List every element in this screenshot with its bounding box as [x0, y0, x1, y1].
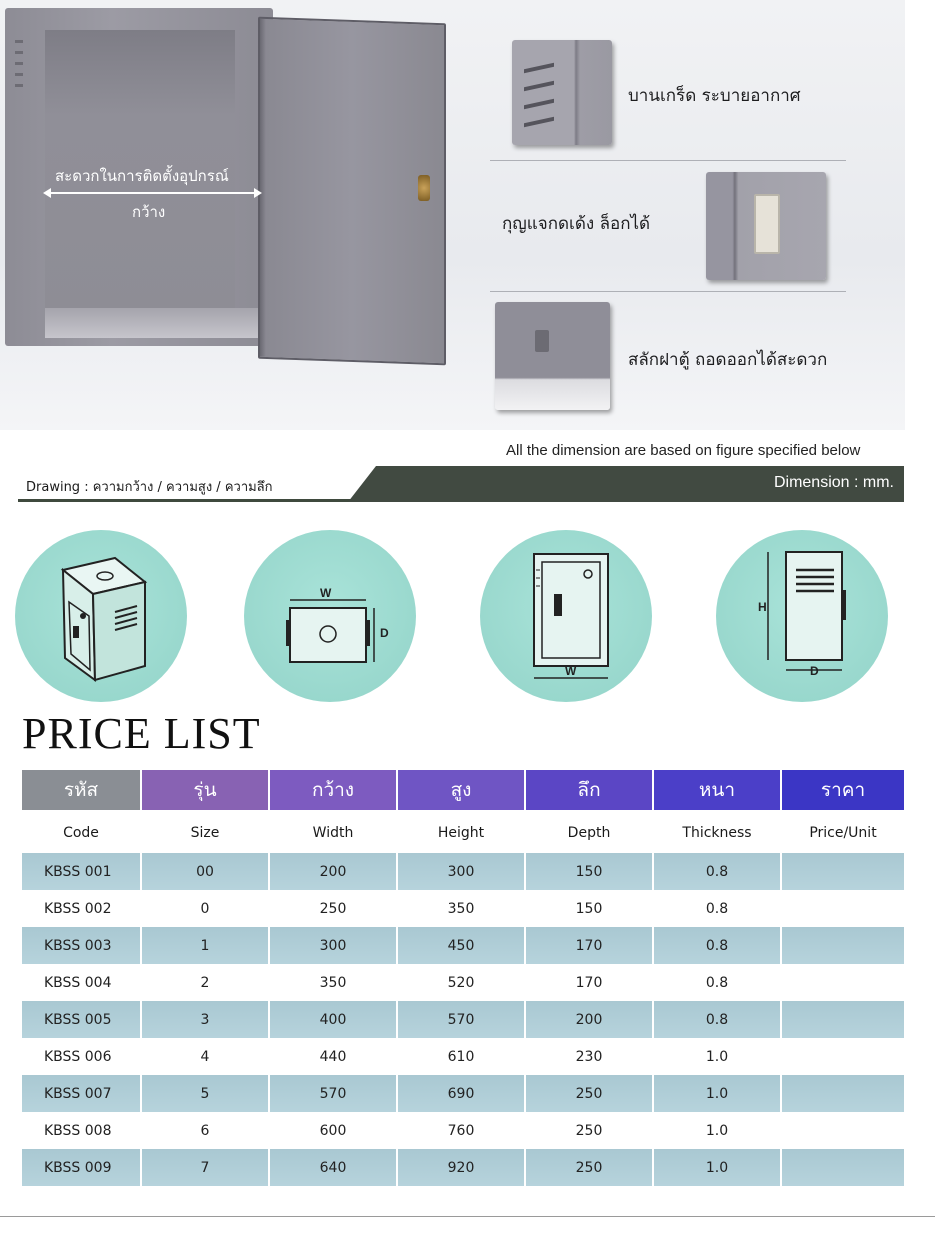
cell-thickness: 0.8	[653, 927, 781, 964]
hero-caption-line1: สะดวกในการติดตั้งอุปกรณ์	[55, 167, 229, 185]
cell-code: KBSS 009	[21, 1149, 141, 1186]
cell-code: KBSS 003	[21, 927, 141, 964]
cell-size: 5	[141, 1075, 269, 1112]
cell-depth: 250	[525, 1149, 653, 1186]
product-photo-area	[0, 0, 905, 430]
cell-thickness: 1.0	[653, 1075, 781, 1112]
door-hinge-photo	[495, 302, 610, 410]
cell-price	[781, 927, 905, 964]
cell-thickness: 0.8	[653, 853, 781, 890]
cell-size: 4	[141, 1038, 269, 1075]
header-depth: Depth	[525, 811, 653, 853]
cell-size: 2	[141, 964, 269, 1001]
width-label: W	[320, 586, 332, 600]
cabinet-lock	[418, 175, 430, 201]
cell-width: 640	[269, 1149, 397, 1186]
width-arrow-icon	[45, 192, 260, 194]
header-width: Width	[269, 811, 397, 853]
drawing-strip	[18, 466, 904, 502]
vent-louver-photo	[512, 40, 612, 145]
cell-price	[781, 1112, 905, 1149]
cell-depth: 150	[525, 890, 653, 927]
cell-width: 400	[269, 1001, 397, 1038]
depth-label: D	[380, 626, 389, 640]
cell-code: KBSS 001	[21, 853, 141, 890]
header-width-th: กว้าง	[269, 769, 397, 811]
cell-height: 570	[397, 1001, 525, 1038]
divider	[490, 291, 846, 292]
divider	[490, 160, 846, 161]
header-price-th: ราคา	[781, 769, 905, 811]
cell-price	[781, 853, 905, 890]
table-row	[21, 853, 905, 890]
cell-thickness: 0.8	[653, 890, 781, 927]
cell-code: KBSS 006	[21, 1038, 141, 1075]
cell-size: 00	[141, 853, 269, 890]
table-row	[21, 927, 905, 964]
side-view-diagram	[716, 530, 888, 702]
cell-depth: 200	[525, 1001, 653, 1038]
table-row	[21, 890, 905, 927]
feature-label-hinge: สลักฝาตู้ ถอดออกได้สะดวก	[628, 350, 828, 370]
header-depth-th: ลึก	[525, 769, 653, 811]
push-lock-photo	[706, 172, 826, 280]
header-thickness: Thickness	[653, 811, 781, 853]
cell-depth: 170	[525, 927, 653, 964]
cell-height: 450	[397, 927, 525, 964]
cell-width: 350	[269, 964, 397, 1001]
cell-size: 3	[141, 1001, 269, 1038]
table-row	[21, 1112, 905, 1149]
cell-size: 7	[141, 1149, 269, 1186]
cell-thickness: 1.0	[653, 1038, 781, 1075]
cell-code: KBSS 004	[21, 964, 141, 1001]
table-row	[21, 1075, 905, 1112]
header-thickness-th: หนา	[653, 769, 781, 811]
cell-height: 760	[397, 1112, 525, 1149]
header-height-th: สูง	[397, 769, 525, 811]
header-size: Size	[141, 811, 269, 853]
cell-width: 570	[269, 1075, 397, 1112]
cell-price	[781, 964, 905, 1001]
front-view-diagram	[480, 530, 652, 702]
cell-width: 440	[269, 1038, 397, 1075]
price-list-title: PRICE LIST	[22, 709, 261, 758]
header-height: Height	[397, 811, 525, 853]
cabinet-side-vents	[15, 40, 25, 95]
cell-height: 350	[397, 890, 525, 927]
header-size-th: รุ่น	[141, 769, 269, 811]
dimension-unit-label: Dimension : mm.	[773, 474, 894, 491]
table-row	[21, 964, 905, 1001]
isometric-view-diagram	[15, 530, 187, 702]
cell-depth: 250	[525, 1075, 653, 1112]
cell-height: 920	[397, 1149, 525, 1186]
cell-height: 520	[397, 964, 525, 1001]
width-label: W	[565, 664, 577, 678]
dimension-note: All the dimension are based on figure specified below	[506, 442, 861, 459]
bottom-divider	[0, 1216, 935, 1217]
cell-height: 300	[397, 853, 525, 890]
price-table	[20, 768, 906, 1186]
header-code: Code	[21, 811, 141, 853]
cell-width: 200	[269, 853, 397, 890]
table-header-english	[21, 811, 905, 853]
cell-height: 610	[397, 1038, 525, 1075]
cell-size: 1	[141, 927, 269, 964]
cell-depth: 230	[525, 1038, 653, 1075]
cell-thickness: 0.8	[653, 1001, 781, 1038]
cell-height: 690	[397, 1075, 525, 1112]
cell-size: 6	[141, 1112, 269, 1149]
cell-price	[781, 1075, 905, 1112]
table-row	[21, 1149, 905, 1186]
cell-code: KBSS 002	[21, 890, 141, 927]
feature-label-lock: กุญแจกดเด้ง ล็อกได้	[502, 214, 651, 234]
top-view-diagram	[244, 530, 416, 702]
cell-depth: 150	[525, 853, 653, 890]
cell-size: 0	[141, 890, 269, 927]
cell-price	[781, 890, 905, 927]
cell-width: 250	[269, 890, 397, 927]
cell-code: KBSS 008	[21, 1112, 141, 1149]
feature-label-vent: บานเกร็ด ระบายอากาศ	[628, 86, 801, 106]
header-price: Price/Unit	[781, 811, 905, 853]
cell-width: 600	[269, 1112, 397, 1149]
header-code-th: รหัส	[21, 769, 141, 811]
table-row	[21, 1001, 905, 1038]
cell-price	[781, 1038, 905, 1075]
drawing-label: Drawing : ความกว้าง / ความสูง / ความลึก	[26, 480, 273, 495]
depth-label: D	[810, 664, 819, 678]
cell-price	[781, 1149, 905, 1186]
cell-depth: 170	[525, 964, 653, 1001]
height-label: H	[758, 600, 767, 614]
cell-code: KBSS 007	[21, 1075, 141, 1112]
table-row	[21, 1038, 905, 1075]
cell-depth: 250	[525, 1112, 653, 1149]
table-header-thai	[21, 769, 905, 811]
cabinet-bottom	[45, 308, 260, 338]
cell-thickness: 1.0	[653, 1112, 781, 1149]
cell-thickness: 0.8	[653, 964, 781, 1001]
cell-thickness: 1.0	[653, 1149, 781, 1186]
cell-code: KBSS 005	[21, 1001, 141, 1038]
cell-price	[781, 1001, 905, 1038]
hero-caption-line2: กว้าง	[132, 203, 166, 221]
cell-width: 300	[269, 927, 397, 964]
